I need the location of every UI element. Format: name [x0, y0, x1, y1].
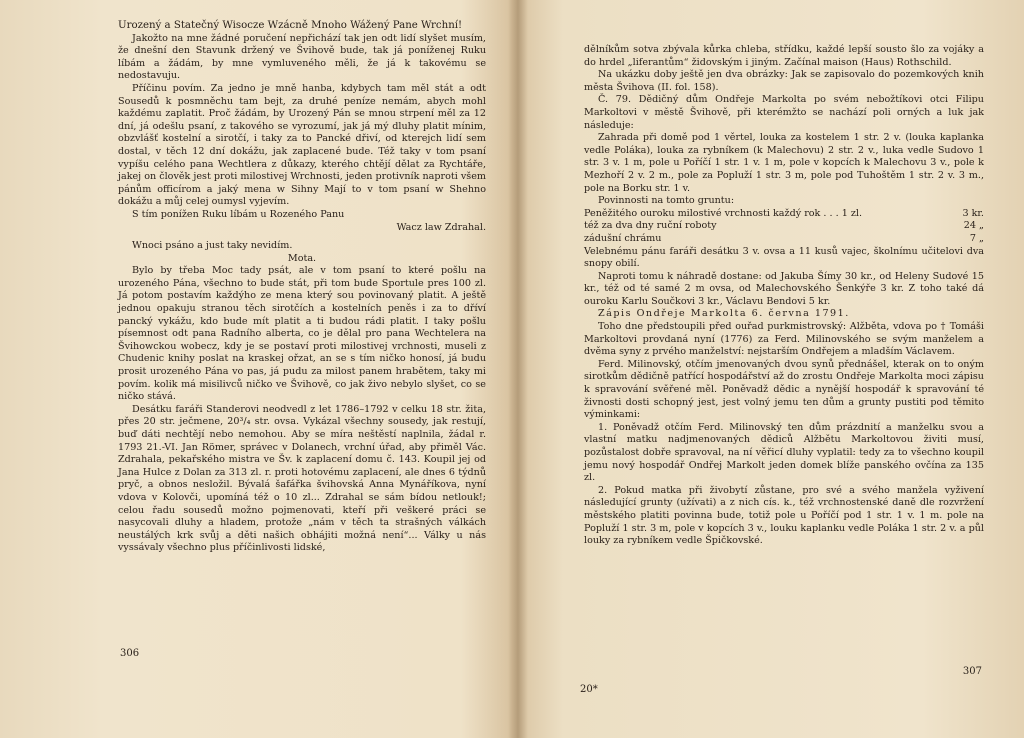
paragraph: Desátku faráři Standerovi neodvedl z let 1786–1792 v celku 18 str. žita, přes 20 str. ječmene, 20³/₄ str. ovsa. Vykázal všechny sousedy, jak restují, buď dáti nechtějí nebo nemohou. Aby se míra neštěstí naplnila, žádal r. 1793 21.-VI. Jan Römer, správec v Dolanech, vrchní úřad, aby přiměl Vác. Zdrahala, pekařského mistra ve Šv. k zaplacení domu č. 143. Koupil jej od Jana Hulce z Dolan za 313 zl. r. proti hotovému zaplacení, ale dnes 6 týdnů pryč, a obnos nesložil. Bývalá šafářka švihovská Anna Mynáříkova, nyní vdova v Kolovči, upomíná též o 10 zl... Zdrahal se sám bídou netlouk!; celou řadu sousedů možno pojmenovati, kteří při veškeré práci se nasycovali dluhy a hladem, protože „nám v těch ta strašných válkách neustálých krk svůj a děti našich obhájiti možná není“... Války u nás vyssávaly všechno plus příčinlivosti lidské, [118, 403, 486, 554]
paragraph: Příčinu povím. Za jedno je mně hanba, kdybych tam měl stát a odt Sousedů k posmněchu tam bejt, za druhé peníze nemám, abych mohl každému zaplatit. Proč žádám, by Urozený Pán se mnou strpení měl za 12 dní, já odešlu psaní, z takového se vyrozumí, jak já mý dluhy platit mínim, obzvlášť kostelní a sirotčí, i taky za to Pancké dřiví, od kterejch lidí sem dostal, v těch 12 dní dokážu, jak zaplacené bude. Též taky v tom psaní vypíšu celého pana Wechtlera z důkazy, kterého chtějí dělat za Rychtáře, jakej on člověk jest proti milostivej Wrchnosti, jeden protivník naproti všem pánům officírom a jaký mena w Sihny Mají to v tom psaní w Shehno dokážu a můj celej oumysl vyjevím. [118, 82, 486, 208]
paragraph: Toho dne předstoupili před ouřad purkmistrovský: Alžběta, vdova po † Tomáši Markoltovi provdaná nyní (1776) za Ferd. Milinovského se svým manželem a dvěma syny z prvého manželství: nejstarším Ondřejem a mladším Václavem. [584, 321, 984, 358]
paragraph: Povinnosti na tomto gruntu: [598, 195, 735, 207]
paragraph: Jakožto na mne žádné poručení nepřichází tak jen odt lidí slyšet musím, že dnešní den Stavunk držený ve Švihově bude, tak já poníženej Ruku líbám a žádám, by mne vymluveného měli, že já k takovému se nedostavuju. [118, 32, 486, 82]
page-number: 307 [962, 666, 982, 677]
dues-line: též za dva dny ruční roboty 24 „ [584, 220, 984, 232]
dues-line: Peněžitého ouroku milostivé vrchnosti každý rok . . . 1 zl. 3 kr. [584, 207, 984, 219]
dues-line: zádušní chrámu 7 „ [584, 232, 984, 244]
letter-title: Urozený a Statečný Wisocze Wzácně Mnoho Wážený Pane Wrchní! [118, 20, 463, 31]
right-page [520, 0, 1024, 738]
page-number: 306 [120, 648, 140, 659]
paragraph: Na ukázku doby ještě jen dva obrázky: Jak se zapisovalo do pozemkových knih města Švihova (II. fol. 158). [584, 69, 984, 93]
paragraph: 2. Pokud matka při živobytí zůstane, pro své a svého manžela vyživení následující grunty (užívati) a z nich cís. k., též vrchnostenské daně dle rozvržení městského platiti povinna bude, totiž pole u Poříčí pod 1 str. 1 v. 1 m. pole na Popluží 1 str. 3 m, pole v kopcích 3 v., louku kaplanku vedle Poláka 1 str. 2 v. a půl louky za rybníkem vedle Špičkovské. [584, 484, 984, 547]
paragraph: Ferd. Milinovský, otčím jmenovaných dvou synů přednášel, kterak on to oným sirotkům dědičně patřící hospodářství až do zrostu Ondřeje Markolta moci zápisu k spravování svěřené měl. Poněvadž dědic a nynější hospodář k spravování té živnosti dosti schopný jest, jest volný jemu ten dům a grunty pustiti pod těmito výminkami: [584, 358, 984, 421]
postscript: Wnoci psáno a just taky nevidím. [132, 240, 293, 252]
paragraph: Bylo by třeba Moc tady psát, ale v tom psaní to které pošlu na urozeného Pána, všechno to bude stát, při tom bude Sportule pres 100 zl. Já potom postavím každýho ze mena který sou povinovaný platit. A ještě jednou opakuju stranou těch sirotčích a kostelních peněs i za to dříví pancký vykážu, kdo bude mít platit a ti budou rádi platit. I taky pošlu písemnost odt pana Radního alberta, co je dělal pro pana Wechtelera na Švihowckou wobecz, kdy je se postaví proti milostivej vrchnosti, museli z Chudenic knihy poslat na kraskej ořzat, an se s tím ničko honosí, já budu prosit urozeného Pána vo pas, já pudu za milost panem hrabětem, taky mi povím. kolik má misilivců ničko ve Švihově, co jak živo nebylo slyšet, co se ničko stává. [118, 265, 486, 403]
letter-signature: Wacz law Zdrahal. [396, 221, 486, 233]
section-heading: Zápis Ondřeje Markolta 6. června 1791. [598, 308, 850, 320]
paragraph: 1. Poněvadž otčím Ferd. Milinovský ten dům prázdnití a manželku svou a vlastní matku nadjmenovaných dědiců Alžbětu Markoltovou živiti musí, pozůstalost dobře spravoval, na ní věřicí dluhy vyplatil: tedy za to všechno koupil jemu nový hospodář Ondřej Markolt jeden domek blíže panského ovčína za 135 zl. [584, 421, 984, 484]
paragraph: Č. 79. Dědičný dům Ondřeje Markolta po svém nebožtíkovi otci Filipu Markoltovi v městě Švihově, při kterémžto se nachází poli orných a luk jak následuje: [584, 94, 984, 131]
paragraph: S tím ponížen Ruku líbám u Rozeného Panu [132, 208, 345, 220]
paragraph: dělníkům sotva zbývala kůrka chleba, střídku, každé lepší sousto šlo za vojáky a do hrdel „liferantům“ židovským i jiným. Začínal maison (Haus) Rothschild. [584, 44, 984, 68]
paragraph: Naproti tomu k náhradě dostane: od Jakuba Šímy 30 kr., od Heleny Sudové 15 kr., též od té samé 2 m ovsa, od Malechovského Šenkýře 3 kr. Z toho také dá ouroku Karlu Součkovi 3 kr., Václavu Bendovi 5 kr. [584, 270, 984, 307]
paragraph: Velebnému pánu faráři desátku 3 v. ovsa a 11 kusů vajec, školnímu učitelovi dva snopy obilí. [584, 245, 984, 270]
paragraph: Zahrada při domě pod 1 věrtel, louka za kostelem 1 str. 2 v. (louka kaplanka vedle Poláka), louka za rybníkem (k Malechovu) 2 str. 2 v., luka vedle Sudovo 1 str. 3 v. 1 m, pole u Poříčí 1 str. 1 v. 1 m, pole v kopcích k Malechovu 3 v., pole k Mezhoří 2 v. 2 m., pole za Popluží 1 str. 3 m, pole pod Tuhoštěm 1 str. 2 v. 3 m., pole na Borku str. 1 v. [584, 132, 984, 194]
postscript-heading: Mota. [287, 252, 317, 264]
signature-mark: 20* [580, 684, 598, 695]
